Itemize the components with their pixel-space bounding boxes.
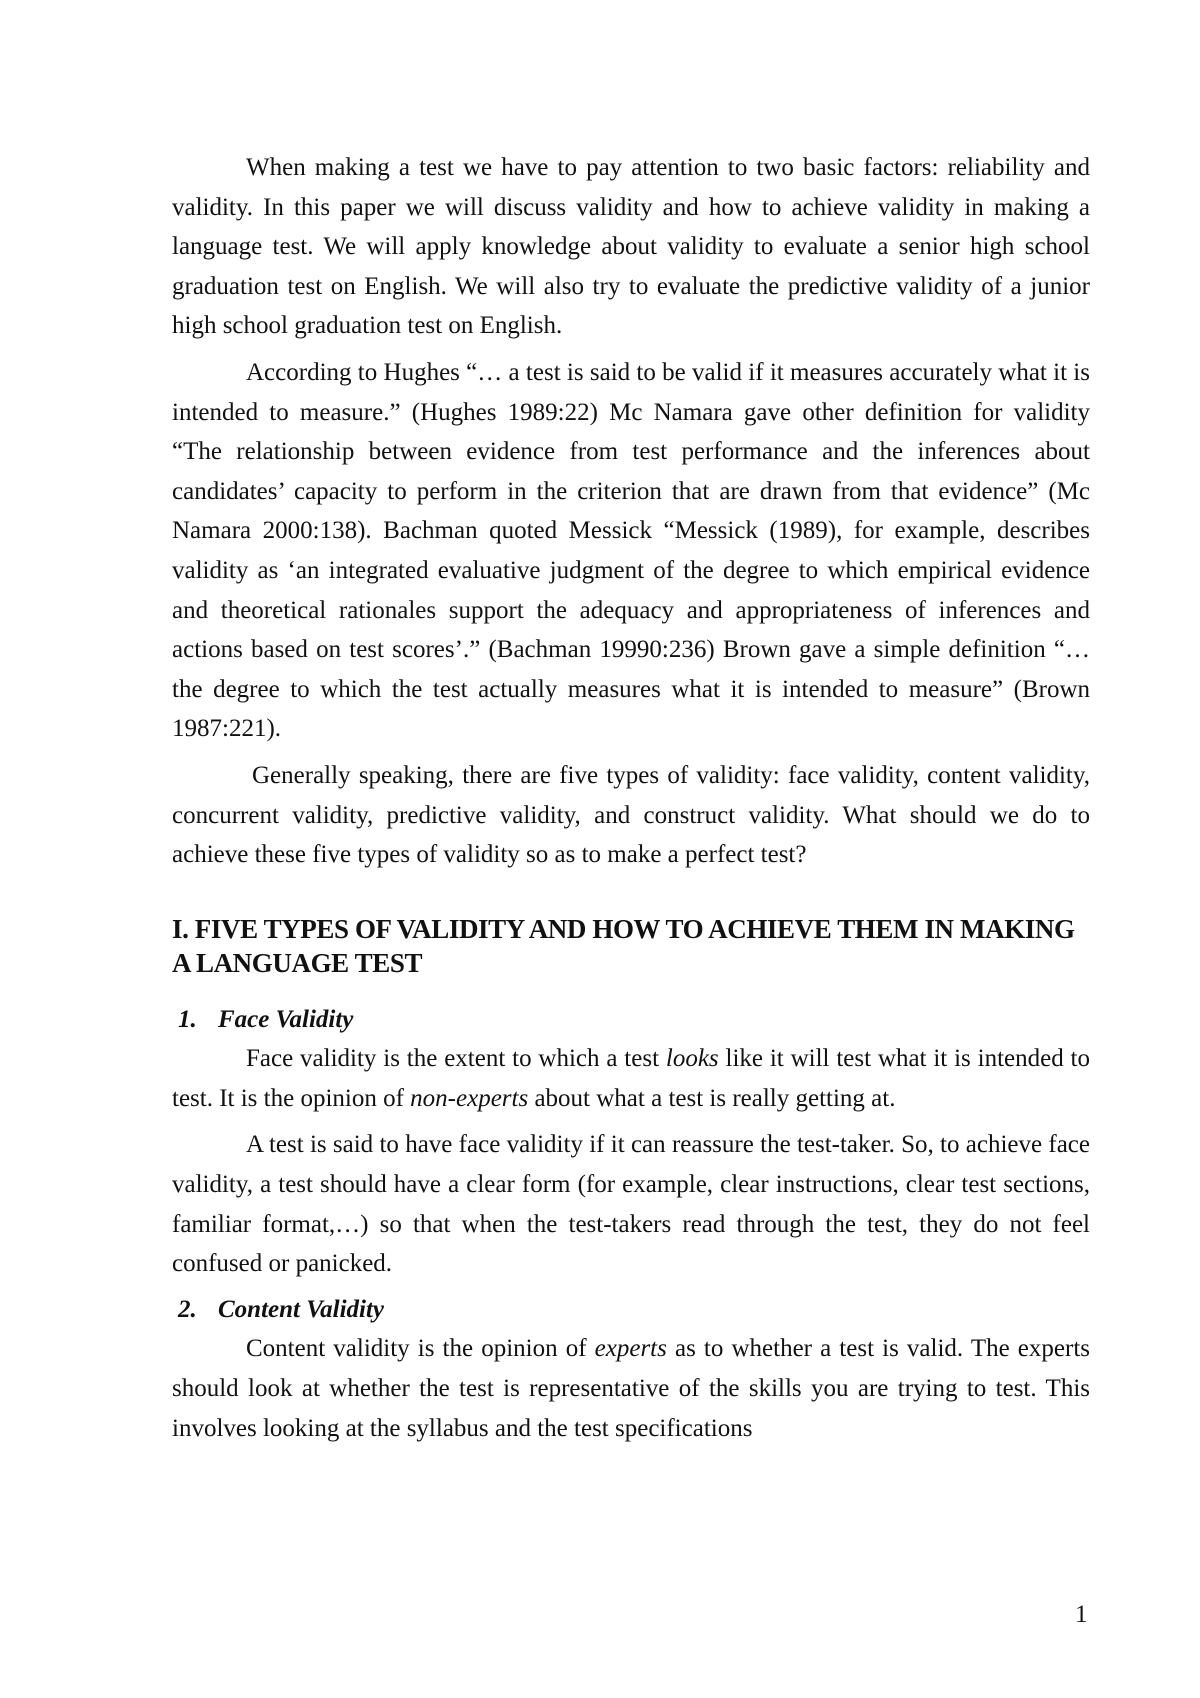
- emphasis: non-experts: [410, 1084, 529, 1112]
- body-paragraph: A test is said to have face validity if it can reassure the test-taker. So, to achieve face validity, a test should have a clear form (for example, clear instructions, clear test sections, familiar format,…) so that when the test-takers read through the test, they do not feel confused or panicked.: [172, 1131, 1090, 1278]
- section-heading: I. FIVE TYPES OF VALIDITY AND HOW TO ACHIEVE THEM IN MAKING A LANGUAGE TEST: [172, 913, 1075, 978]
- subsection-number: 2.: [178, 1295, 197, 1323]
- subsection-title: Face Validity: [218, 1005, 354, 1033]
- emphasis: experts: [594, 1335, 667, 1363]
- subsection-number: 1.: [178, 1005, 197, 1033]
- intro-paragraph: Generally speaking, there are five types of validity: face validity, content validity, concurrent validity, predictive validity, and construct validity. What should we do to achieve these five types of validity so as to make a perfect test?: [172, 761, 1090, 869]
- intro-paragraph: When making a test we have to pay attention to two basic factors: reliability and validity. In this paper we will discuss validity and how to achieve validity in making a language test. We will apply knowledge about validity to evaluate a senior high school graduation test on English. We will also try to evaluate the predictive validity of a junior high school graduation test on English.: [172, 154, 1090, 340]
- page-number: 1: [1075, 1601, 1088, 1628]
- document-page: [172, 148, 1090, 1448]
- subsection-heading-content-validity: [172, 1290, 1090, 1330]
- subsection-title: Content Validity: [218, 1295, 385, 1323]
- emphasis: looks: [665, 1045, 719, 1073]
- intro-paragraph: According to Hughes “… a test is said to be valid if it measures accurately what it is intended to measure.” (Hughes 1989:22) Mc Namara gave other definition for validity “The relationship between evidence from test performance and the inferences about candidates’ capacity to perform in the criterion that are drawn from that evidence” (Mc Namara 2000:138). Bachman quoted Messick “Messick (1989), for example, describes validity as ‘an integrated evaluative judgment of the degree to which empirical evidence and theoretical rationales support the adequacy and appropriateness of inferences and actions based on test scores’.” (Bachman 19990:236) Brown gave a simple definition “… the degree to which the test actually measures what it is intended to measure” (Brown 1987:221).: [172, 358, 1090, 743]
- subsection-heading-face-validity: [172, 1000, 1090, 1040]
- body-paragraph: Content validity is the opinion of experts as to whether a test is valid. The experts should look at whether the test is representative of the skills you are trying to test. This involves looking at the syllabus and the test specifications: [172, 1335, 1090, 1442]
- body-paragraph: Face validity is the extent to which a test looks like it will test what it is intended to test. It is the opinion of non-experts about what a test is really getting at.: [172, 1045, 1091, 1112]
